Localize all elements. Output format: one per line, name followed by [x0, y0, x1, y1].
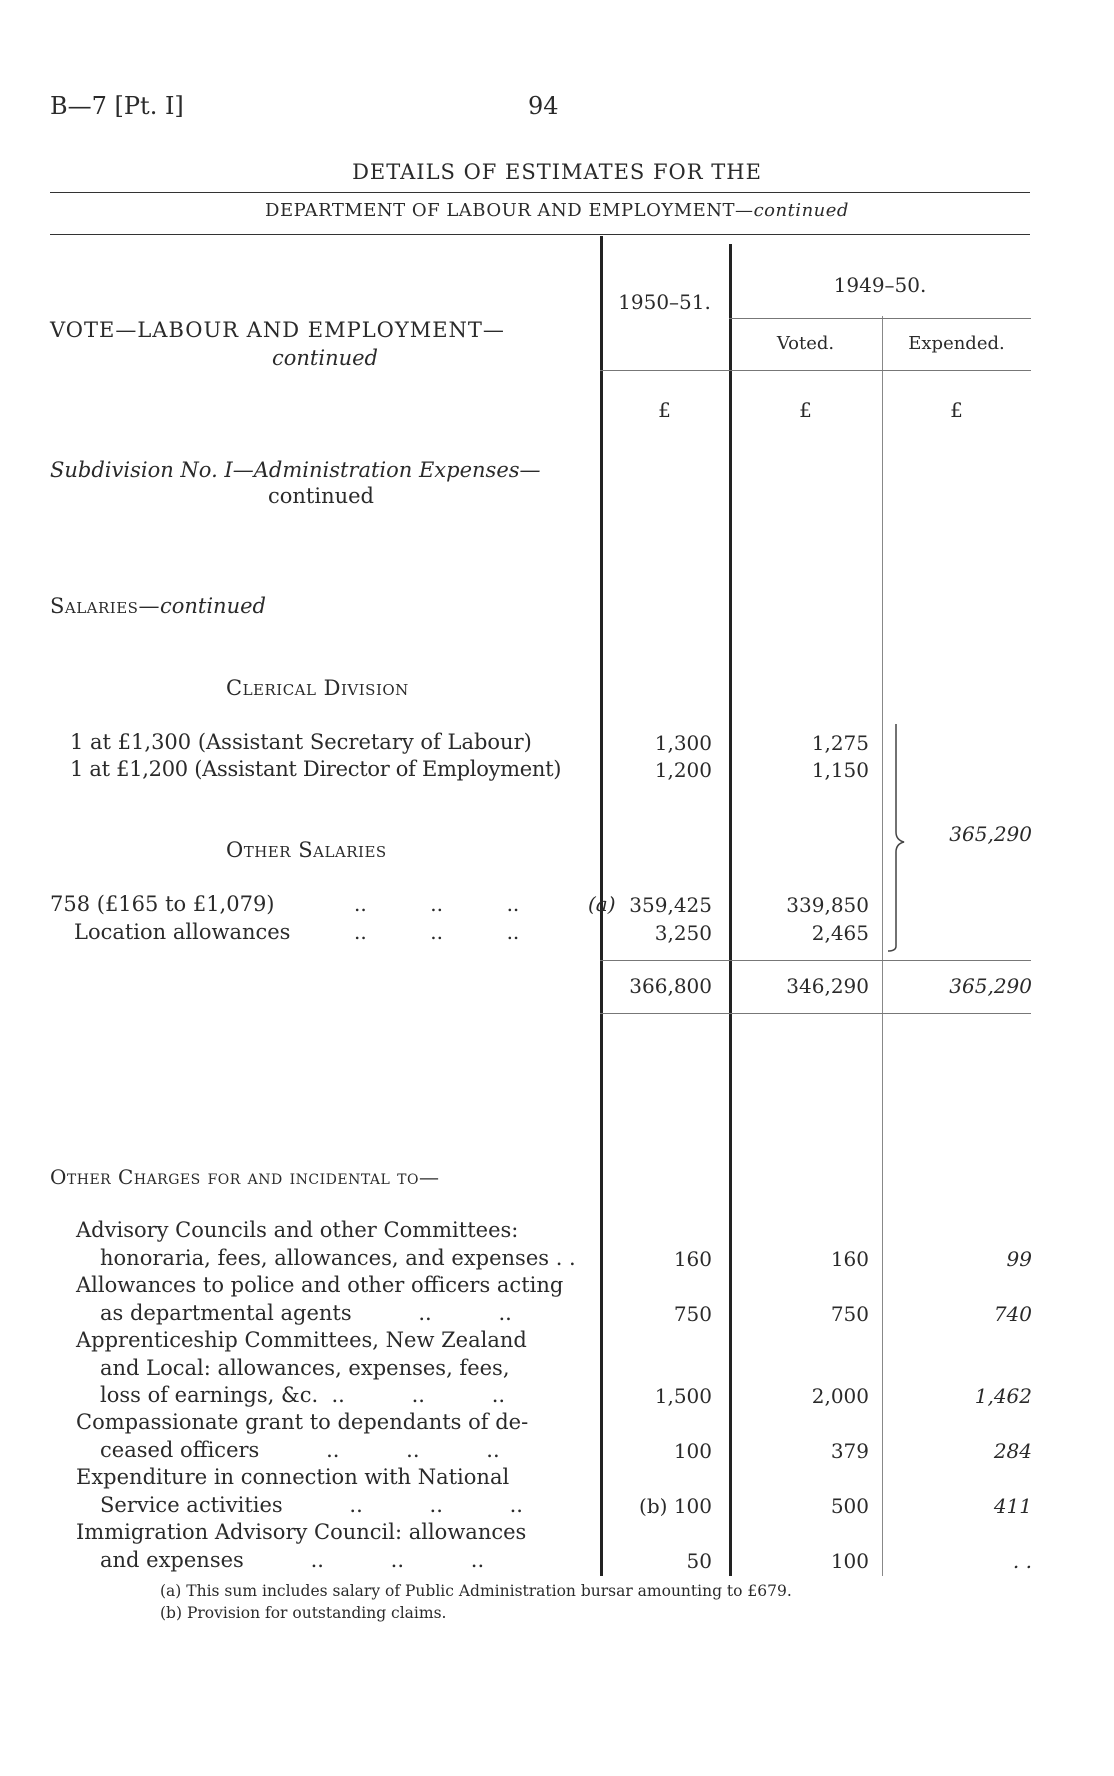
charge-item-current: 160 [673, 1246, 712, 1271]
total-current: 366,800 [629, 974, 712, 998]
currency-symbol: £ [799, 398, 812, 422]
charge-item-line: and Local: allowances, expenses, fees, [100, 1355, 510, 1380]
year-header-rule [729, 318, 1031, 319]
charge-item-line: and expenses .. .. .. [100, 1547, 485, 1572]
charge-item-voted: 100 [830, 1548, 869, 1573]
total-voted: 346,290 [786, 974, 869, 998]
charge-item-line: Expenditure in connection with National [76, 1465, 510, 1489]
charge-item-line: Allowances to police and other officers acting [76, 1273, 564, 1297]
charge-item-current: 750 [673, 1301, 712, 1326]
charge-item-expended: . . [1012, 1548, 1032, 1573]
salaries-heading-continued: continued [159, 594, 266, 618]
charge-item-line: Compassionate grant to dependants of de- [76, 1410, 529, 1434]
totals-bottom-rule [600, 1013, 1031, 1014]
department-subtitle [0, 200, 1114, 221]
salary-row-current: 359,425 [629, 893, 712, 917]
charge-item-voted: 500 [830, 1493, 869, 1518]
vote-title: VOTE—LABOUR AND EMPLOYMENT— [50, 318, 505, 342]
charge-item-expended: 411 [993, 1493, 1032, 1518]
charge-item-line: Apprenticeship Committees, New Zealand [76, 1328, 527, 1352]
currency-symbol: £ [658, 398, 671, 422]
department-name: DEPARTMENT OF LABOUR AND EMPLOYMENT— [265, 200, 754, 221]
other-salaries-heading: Other Salaries [226, 838, 387, 862]
salary-row-label: Location allowances [74, 920, 291, 944]
charge-item-current: 100 [673, 1438, 712, 1463]
charge-item-voted: 750 [830, 1301, 869, 1326]
charge-item-current: (b) 100 [639, 1493, 712, 1518]
charge-item-expended: 1,462 [974, 1384, 1032, 1408]
page-title: DETAILS OF ESTIMATES FOR THE [352, 160, 762, 184]
charge-item-line: Service activities .. .. .. [100, 1492, 523, 1517]
salary-row-voted: 1,150 [811, 758, 869, 782]
totals-top-rule [600, 960, 1031, 961]
salaries-heading [50, 594, 266, 618]
leader-dots: .. .. .. [354, 920, 520, 944]
other-charges-heading: Other Charges for and incidental to— [50, 1165, 440, 1189]
footnote-marker-a: (a) [588, 892, 616, 916]
charge-item-line: Advisory Councils and other Committees: [76, 1218, 519, 1242]
column-header-expended: Expended. [908, 333, 1005, 354]
salary-row-label: 1 at £1,200 (Assistant Director of Employment) [70, 757, 562, 781]
title-rule [50, 192, 1030, 193]
charge-item-line: as departmental agents .. .. [100, 1300, 512, 1325]
leader-dots: .. .. .. [354, 892, 520, 916]
charge-item-expended: 284 [993, 1438, 1032, 1463]
column-header-current-year: 1950–51. [618, 290, 711, 314]
subdivision-title: Subdivision No. I—Administration Expenses— [50, 458, 541, 482]
document-code: B—7 [Pt. I] [50, 92, 184, 120]
footnote-a: (a) This sum includes salary of Public Administration bursar amounting to £679. [160, 1582, 792, 1600]
salary-row-voted: 339,850 [786, 893, 869, 917]
vote-continued: continued [272, 346, 379, 370]
charge-item-line: ceased officers .. .. .. [100, 1437, 500, 1462]
charge-item-line: honoraria, fees, allowances, and expenses . . [100, 1245, 576, 1270]
header-bottom-rule [600, 370, 1031, 371]
footnote-b: (b) Provision for outstanding claims. [160, 1604, 447, 1622]
salary-row-current: 1,300 [654, 731, 712, 755]
salary-row-label: 1 at £1,300 (Assistant Secretary of Labour) [70, 730, 532, 754]
salaries-heading-label: Salaries— [50, 594, 160, 618]
charge-item-line: Immigration Advisory Council: allowances [76, 1520, 527, 1544]
charge-item-voted: 379 [830, 1438, 869, 1463]
clerical-division-heading: Clerical Division [226, 676, 409, 700]
salary-row-voted: 1,275 [811, 731, 869, 755]
bracket-total: 365,290 [949, 822, 1032, 846]
total-expended: 365,290 [949, 974, 1032, 998]
column-header-voted: Voted. [776, 333, 835, 354]
charge-item-current: 50 [686, 1548, 712, 1573]
salary-row-voted: 2,465 [811, 921, 869, 945]
charge-item-expended: 99 [1006, 1246, 1032, 1271]
charge-item-expended: 740 [993, 1301, 1032, 1326]
salary-row-label: 758 (£165 to £1,079) [50, 892, 275, 916]
salary-row-current: 3,250 [654, 921, 712, 945]
currency-symbol: £ [950, 398, 963, 422]
subdivision-continued: continued [268, 484, 375, 508]
column-header-prior-year: 1949–50. [833, 273, 927, 297]
charge-item-line: loss of earnings, &c. .. .. .. [100, 1383, 506, 1407]
charge-item-voted: 2,000 [811, 1384, 869, 1408]
charge-item-current: 1,500 [654, 1384, 712, 1408]
subtitle-rule [50, 234, 1030, 235]
charge-item-voted: 160 [830, 1246, 869, 1271]
salary-row-current: 1,200 [654, 758, 712, 782]
page-number: 94 [528, 92, 559, 120]
department-continued: continued [753, 200, 849, 221]
